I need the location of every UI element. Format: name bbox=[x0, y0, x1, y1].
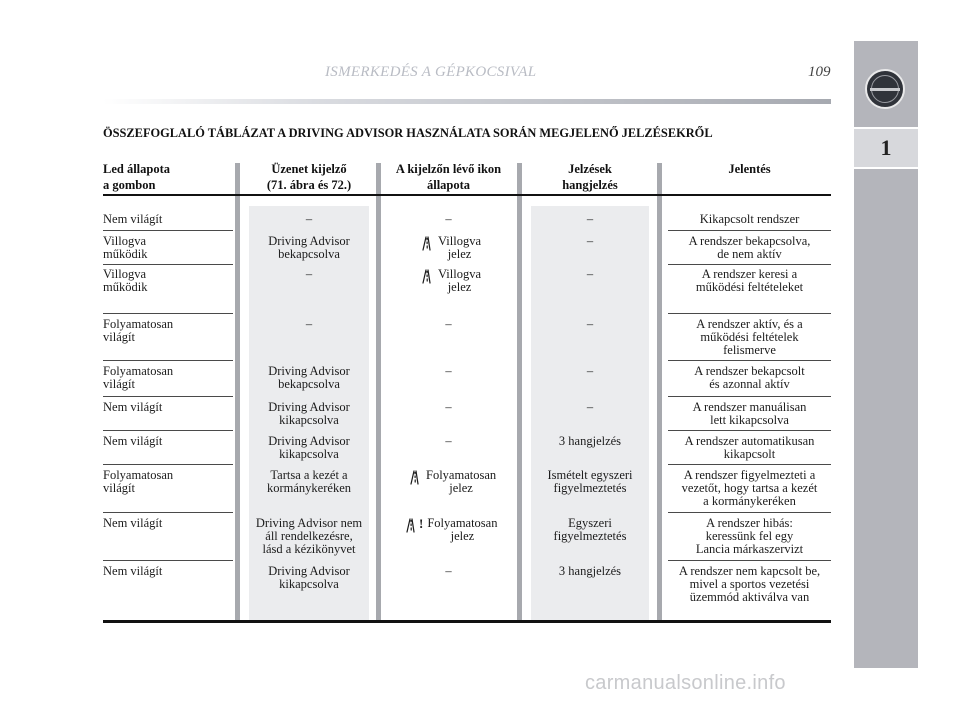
cell-meaning: Kikapcsolt rendszer bbox=[699, 212, 800, 226]
section-title: ÖSSZEFOGLALÓ TÁBLÁZAT A DRIVING ADVISOR HASZNÁLATA SORÁN MEGJELENŐ JELZÉSEKRŐL bbox=[103, 126, 713, 140]
cell-signals: – bbox=[586, 234, 594, 248]
cell-signals: – bbox=[586, 267, 594, 281]
row-separator bbox=[668, 313, 831, 314]
cell-led-state: Folyamatosan világít bbox=[103, 364, 174, 391]
page-number: 109 bbox=[808, 64, 831, 80]
row-separator bbox=[668, 264, 831, 265]
lancia-logo bbox=[865, 69, 905, 109]
cell-icon-state: – bbox=[445, 564, 452, 578]
cell-signals: 3 hangjelzés bbox=[558, 564, 622, 578]
watermark: carmanualsonline.info bbox=[585, 672, 786, 694]
row-separator bbox=[103, 230, 233, 231]
column-divider bbox=[376, 163, 381, 622]
cell-signals: 3 hangjelzés bbox=[558, 434, 622, 448]
column-header-icon-state: A kijelzőn lévő ikon állapota bbox=[395, 162, 502, 192]
cell-display-message: Tartsa a kezét a kormánykeréken bbox=[267, 468, 351, 495]
column-divider bbox=[235, 163, 240, 622]
cell-meaning: A rendszer manuálisan lett kikapcsolva bbox=[692, 400, 807, 427]
cell-led-state: Folyamatosan világít bbox=[103, 317, 174, 344]
cell-icon-state: – bbox=[445, 317, 452, 331]
header-rule bbox=[103, 99, 831, 104]
cell-led-state: Nem világít bbox=[103, 564, 163, 578]
cell-signals: Egyszeri figyelmeztetés bbox=[553, 516, 627, 543]
row-separator bbox=[103, 313, 233, 314]
lane-departure-warning-icon bbox=[420, 268, 433, 284]
column-header-meaning: Jelentés bbox=[728, 162, 771, 176]
exclamation-icon: ! bbox=[419, 516, 424, 531]
cell-signals: – bbox=[586, 364, 594, 378]
cell-icon-state bbox=[404, 517, 497, 543]
cell-display-message: Driving Advisor nem áll rendelkezésre, lásd a kézikönyvet bbox=[255, 516, 363, 556]
lane-departure-warning-icon bbox=[404, 517, 417, 533]
row-separator bbox=[668, 512, 831, 513]
cell-icon-state bbox=[420, 268, 481, 294]
cell-meaning: A rendszer aktív, és a működési feltételek felismerve bbox=[696, 317, 803, 357]
cell-meaning: A rendszer automatikusan kikapcsolt bbox=[684, 434, 815, 461]
cell-signals: Ismételt egyszeri figyelmeztetés bbox=[547, 468, 633, 495]
row-separator bbox=[668, 560, 831, 561]
row-separator bbox=[103, 512, 233, 513]
row-separator bbox=[103, 560, 233, 561]
row-separator bbox=[103, 430, 233, 431]
icon-state-text: Villogva jelez bbox=[438, 267, 481, 294]
cell-led-state: Nem világít bbox=[103, 516, 163, 530]
row-separator bbox=[103, 360, 233, 361]
cell-led-state: Nem világít bbox=[103, 212, 163, 226]
lane-departure-warning-icon bbox=[408, 469, 421, 485]
cell-icon-state: – bbox=[445, 364, 452, 378]
cell-display-message: – bbox=[305, 317, 313, 331]
cell-meaning: A rendszer figyelmezteti a vezetőt, hogy tartsa a kezét a kormánykeréken bbox=[681, 468, 818, 508]
icon-state-text: Folyamatosan jelez bbox=[426, 468, 497, 495]
row-separator bbox=[668, 396, 831, 397]
icon-state-text: Folyamatosan jelez bbox=[427, 516, 498, 543]
column-divider bbox=[517, 163, 522, 622]
column-header-led: Led állapota a gombon bbox=[103, 162, 171, 192]
icon-state-text: Villogva jelez bbox=[438, 234, 481, 261]
cell-icon-state bbox=[420, 235, 481, 261]
row-separator bbox=[668, 360, 831, 361]
cell-led-state: Nem világít bbox=[103, 400, 163, 414]
row-separator bbox=[668, 230, 831, 231]
running-header-title: ISMERKEDÉS A GÉPKOCSIVAL bbox=[325, 64, 537, 80]
cell-icon-state bbox=[408, 469, 496, 495]
cell-led-state: Villogva működik bbox=[103, 234, 148, 261]
cell-led-state: Folyamatosan világít bbox=[103, 468, 174, 495]
row-separator bbox=[103, 264, 233, 265]
row-separator bbox=[103, 396, 233, 397]
cell-display-message: – bbox=[305, 267, 313, 281]
column-divider bbox=[657, 163, 662, 622]
column-header-signals: Jelzések hangjelzés bbox=[562, 162, 618, 192]
cell-led-state: Nem világít bbox=[103, 434, 163, 448]
cell-icon-state: – bbox=[445, 400, 452, 414]
cell-display-message: – bbox=[305, 212, 313, 226]
chapter-tab[interactable]: 1 bbox=[854, 127, 918, 169]
cell-display-message: Driving Advisor kikapcsolva bbox=[268, 400, 350, 427]
cell-meaning: A rendszer keresi a működési feltételeket bbox=[695, 267, 804, 294]
cell-icon-state: – bbox=[445, 212, 452, 226]
cell-signals: – bbox=[586, 317, 594, 331]
lane-departure-warning-icon bbox=[420, 235, 433, 251]
cell-meaning: A rendszer hibás: keressünk fel egy Lancia márkaszervizt bbox=[695, 516, 804, 556]
header-bottom-rule bbox=[103, 194, 831, 196]
cell-meaning: A rendszer bekapcsolva, de nem aktív bbox=[688, 234, 811, 261]
cell-meaning: A rendszer nem kapcsolt be, mivel a sportos vezetési üzemmód aktiválva van bbox=[678, 564, 821, 604]
cell-display-message: Driving Advisor bekapcsolva bbox=[268, 234, 350, 261]
cell-display-message: Driving Advisor kikapcsolva bbox=[268, 564, 350, 591]
cell-display-message: Driving Advisor kikapcsolva bbox=[268, 434, 350, 461]
row-separator bbox=[668, 464, 831, 465]
cell-display-message: Driving Advisor bekapcsolva bbox=[268, 364, 350, 391]
cell-signals: – bbox=[586, 400, 594, 414]
cell-led-state: Villogva működik bbox=[103, 267, 148, 294]
row-separator bbox=[668, 430, 831, 431]
cell-signals: – bbox=[586, 212, 594, 226]
cell-meaning: A rendszer bekapcsolt és azonnal aktív bbox=[694, 364, 805, 391]
row-separator bbox=[103, 464, 233, 465]
cell-icon-state: – bbox=[445, 434, 452, 448]
column-header-message: Üzenet kijelző (71. ábra és 72.) bbox=[266, 162, 352, 192]
table-bottom-rule bbox=[103, 620, 831, 623]
